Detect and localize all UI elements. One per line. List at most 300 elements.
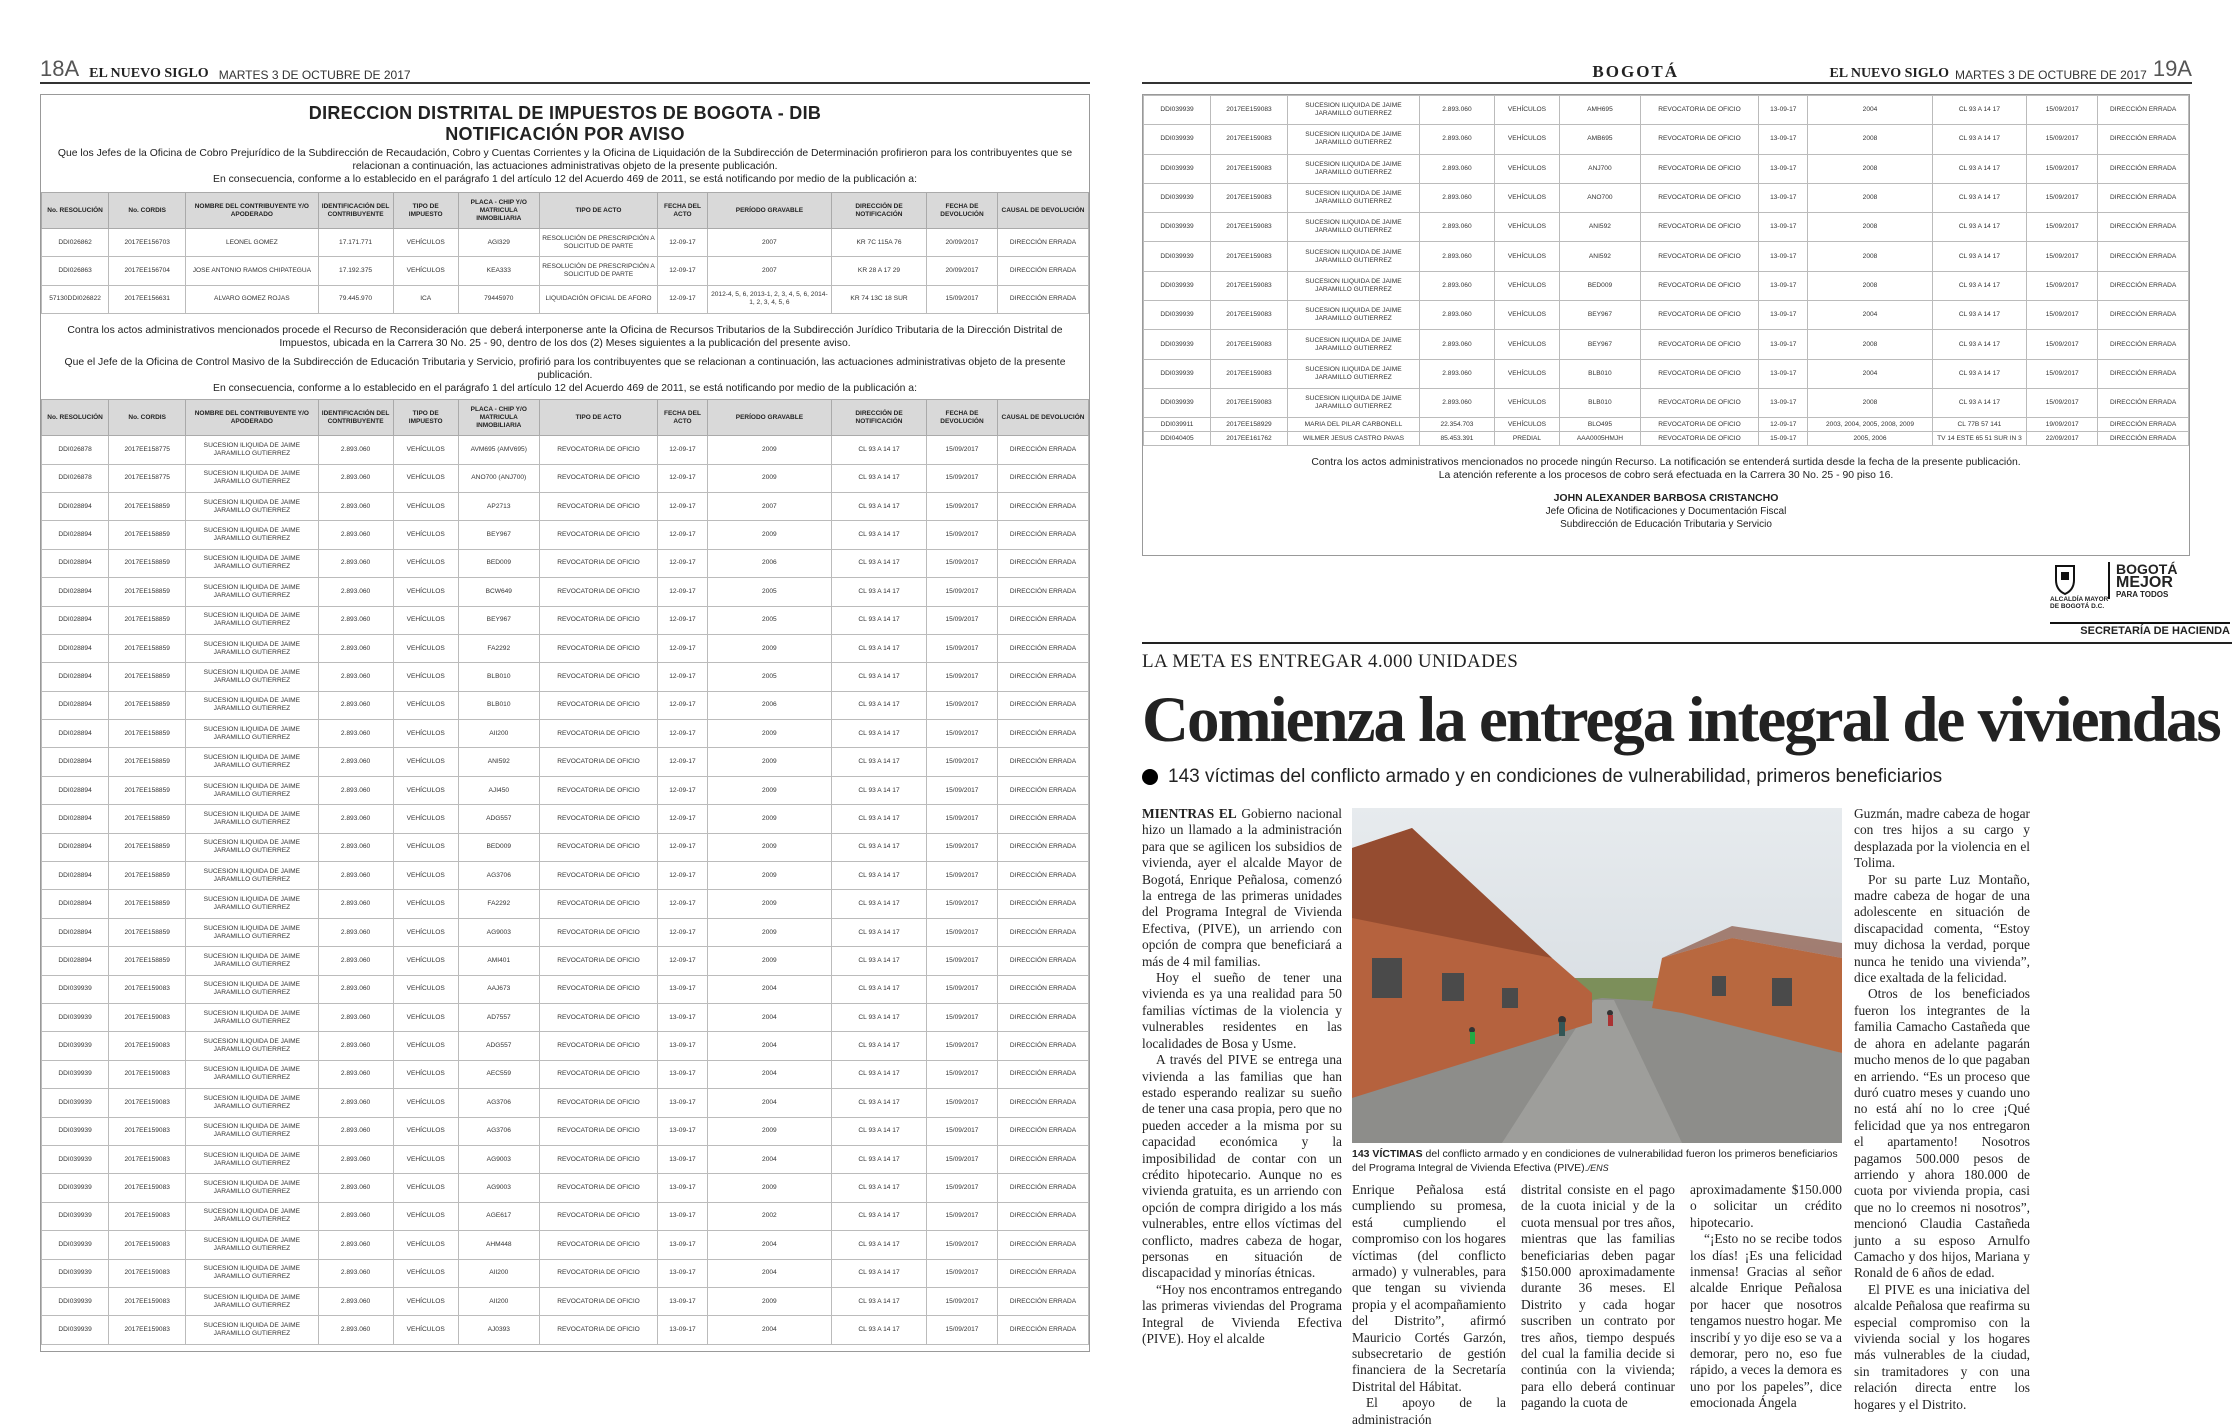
table-cell: DIRECCIÓN ERRADA [2098,301,2189,330]
table-cell: 2.893.060 [318,1003,393,1031]
table-cell: 2017EE158859 [109,720,186,748]
article-column-4 [1690,1182,1842,1411]
table-cell: VEHÍCULOS [393,257,458,285]
table-row [42,492,1089,520]
table-cell: SUCESION ILIQUIDA DE JAIME JARAMILLO GUTIERREZ [186,1117,318,1145]
table-cell: DDI039939 [1144,125,1211,154]
table-cell: DDI028894 [42,492,109,520]
table-cell: 2017EE159083 [109,1287,186,1315]
table-cell: 13-09-17 [658,1231,707,1259]
table-cell: DDI028894 [42,748,109,776]
table-cell: SUCESION ILIQUIDA DE JAIME JARAMILLO GUTIERREZ [186,1259,318,1287]
table-cell: 2017EE158859 [109,862,186,890]
table-cell: BED009 [1560,271,1641,300]
table-cell: 15/09/2017 [2027,96,2098,125]
table-cell: 20/09/2017 [926,257,997,285]
table-cell: VEHÍCULOS [1494,330,1559,359]
table-cell: 2017EE156703 [109,229,186,257]
table-cell: 2.893.060 [318,1032,393,1060]
table-cell: SUCESION ILIQUIDA DE JAIME JARAMILLO GUTIERREZ [186,975,318,1003]
table-cell: 15/09/2017 [2027,242,2098,271]
table-cell: VEHÍCULOS [393,1287,458,1315]
table-cell: 2017EE159083 [1211,330,1288,359]
notice-title: DIRECCION DISTRITAL DE IMPUESTOS DE BOGOTA - DIB [308,103,822,123]
table-cell: KR 7C 115A 76 [832,229,927,257]
table-cell: CL 93 A 14 17 [832,975,927,1003]
table-cell: LEONEL GOMEZ [186,229,318,257]
table-cell: 15/09/2017 [926,1287,997,1315]
table-cell: VEHÍCULOS [393,1174,458,1202]
table-row [1144,301,2189,330]
table-cell: 85.453.391 [1420,432,1495,446]
table-cell: 15/09/2017 [926,918,997,946]
table-cell: SUCESION ILIQUIDA DE JAIME JARAMILLO GUTIERREZ [1287,183,1419,212]
table-cell: 2017EE158859 [109,578,186,606]
table-cell: AG9003 [458,918,539,946]
notice-subtitle: NOTIFICACIÓN POR AVISO [445,124,685,144]
table-cell: SUCESION ILIQUIDA DE JAIME JARAMILLO GUTIERREZ [1287,271,1419,300]
table-cell: 15/09/2017 [926,720,997,748]
table-cell: REVOCATORIA DE OFICIO [539,862,658,890]
table-cell: RESOLUCIÓN DE PRESCRIPCIÓN A SOLICITUD DE PARTE [539,229,658,257]
table-cell: 19/09/2017 [2027,418,2098,432]
signer-name: JOHN ALEXANDER BARBOSA CRISTANCHO [1553,492,1779,505]
table-cell: LIQUIDACIÓN OFICIAL DE AFORO [539,285,658,313]
table-cell: AG3706 [458,1117,539,1145]
notice-intro-2: Que el Jefe de la Oficina de Control Masivo de la Subdirección de Educación Tributaria y Servicio, profirió para los contribuyentes que se relacionan a continuación, las actuaciones administrativas objeto de la presente publicación. [64,357,1066,382]
table-cell: AAA0005HMJH [1560,432,1641,446]
article-paragraph: aproximadamente $150.000 o solicitar un crédito hipotecario. [1690,1182,1842,1230]
table-cell: 15/09/2017 [926,1117,997,1145]
table-cell: BED009 [458,549,539,577]
table-cell: REVOCATORIA DE OFICIO [1640,359,1758,388]
table-cell: DDI039939 [1144,213,1211,242]
table-cell: 2009 [707,748,831,776]
table-cell: VEHÍCULOS [393,464,458,492]
table-cell: VEHÍCULOS [1494,96,1559,125]
table-cell: DIRECCIÓN ERRADA [998,1032,1089,1060]
table-cell: 2.893.060 [318,521,393,549]
table-cell: DDI028894 [42,634,109,662]
table-cell: CL 93 A 14 17 [1932,125,2027,154]
table-cell: REVOCATORIA DE OFICIO [539,1060,658,1088]
table-cell: 2.893.060 [1420,359,1495,388]
table-cell: 2.893.060 [318,776,393,804]
table-cell: 15/09/2017 [926,1003,997,1031]
article-paragraph: Por su parte Luz Montaño, madre cabeza de hogar de una adolescente en situación de discapacidad comenta, “Estoy muy dichosa la verdad, porque nunca he tenido una vivienda”, dice exaltada de la felicidad. [1854,871,2030,986]
table-cell: SUCESION ILIQUIDA DE JAIME JARAMILLO GUTIERREZ [186,492,318,520]
table-cell: CL 93 A 14 17 [832,776,927,804]
table-cell: 15/09/2017 [926,748,997,776]
table-cell: VEHÍCULOS [1494,242,1559,271]
table-cell: 2017EE159083 [1211,301,1288,330]
table-cell: 2017EE159083 [1211,242,1288,271]
table-cell: 13-09-17 [1759,301,1808,330]
table-cell: DIRECCIÓN ERRADA [998,720,1089,748]
table-cell: REVOCATORIA DE OFICIO [1640,96,1758,125]
table-cell: AG3706 [458,862,539,890]
caption-lead: 143 VÍCTIMAS [1352,1148,1423,1160]
table-cell: 12-09-17 [658,918,707,946]
table-cell: DIRECCIÓN ERRADA [998,1287,1089,1315]
table-cell: 2009 [707,947,831,975]
table-cell: 2004 [707,1003,831,1031]
table-cell: DIRECCIÓN ERRADA [998,606,1089,634]
table-cell: 15/09/2017 [2027,271,2098,300]
table-cell: SUCESION ILIQUIDA DE JAIME JARAMILLO GUTIERREZ [1287,388,1419,417]
column-header: No. RESOLUCIÓN [42,193,109,229]
table-cell: 2017EE158859 [109,918,186,946]
table-cell: SUCESION ILIQUIDA DE JAIME JARAMILLO GUTIERREZ [186,691,318,719]
table-cell: 15/09/2017 [926,521,997,549]
table-cell: REVOCATORIA DE OFICIO [539,464,658,492]
table-cell: DIRECCIÓN ERRADA [2098,330,2189,359]
article-paragraph: Hoy el sueño de tener una vivienda es ya una realidad para 50 familias víctimas de la violencia y vulnerables residentes en las localidades de Bosa y Usme. [1142,970,1342,1051]
table-row [42,1316,1089,1344]
table-cell: PREDIAL [1494,432,1559,446]
table-cell: CL 93 A 14 17 [832,1231,927,1259]
table-cell: 2008 [1808,183,1932,212]
table-cell: 2004 [707,1231,831,1259]
column-header: PERÍODO GRAVABLE [707,193,831,229]
table-cell: DIRECCIÓN ERRADA [2098,359,2189,388]
table-cell: CL 93 A 14 17 [832,464,927,492]
table-cell: 2017EE161762 [1211,432,1288,446]
article-photo [1352,808,1842,1143]
table-cell: 2.893.060 [1420,388,1495,417]
table-cell: 2.893.060 [318,1287,393,1315]
table-cell: 2009 [707,862,831,890]
table-cell: VEHÍCULOS [393,918,458,946]
article-rule [1142,642,2232,644]
table-cell: DIRECCIÓN ERRADA [998,1145,1089,1173]
table-cell: 13-09-17 [1759,388,1808,417]
table-cell: VEHÍCULOS [1494,301,1559,330]
article-paragraph: Enrique Peñalosa está cumpliendo su promesa, está cumpliendo el compromiso con los hogares víctimas (del conflicto armado) y vulnerables, para que tengan su vivienda propia y el acompañamiento del Distrito”, afirmó Mauricio Cortés Garzón, subsecretario de gestión financiera de la Secretaría Distrital del Hábitat. [1352,1182,1506,1394]
table-cell: 12-09-17 [658,436,707,464]
table-cell: SUCESION ILIQUIDA DE JAIME JARAMILLO GUTIERREZ [186,720,318,748]
table-cell: DDI028894 [42,549,109,577]
table-cell: 2017EE158859 [109,549,186,577]
table-cell: DIRECCIÓN ERRADA [998,285,1089,313]
table-cell: 2.893.060 [1420,330,1495,359]
table-cell: SUCESION ILIQUIDA DE JAIME JARAMILLO GUTIERREZ [186,748,318,776]
table-cell: AGE617 [458,1202,539,1230]
table-cell: DIRECCIÓN ERRADA [998,691,1089,719]
table-cell: 2.893.060 [318,606,393,634]
table-cell: 12-09-17 [658,720,707,748]
table-cell: DDI039939 [42,1145,109,1173]
table-cell: AVM695 (AMV695) [458,436,539,464]
table-cell: 13-09-17 [658,1117,707,1145]
table-cell: REVOCATORIA DE OFICIO [539,947,658,975]
table-cell: 2.893.060 [318,464,393,492]
table-cell: 12-09-17 [658,890,707,918]
table-cell: VEHÍCULOS [1494,213,1559,242]
table-cell: BLB010 [1560,359,1641,388]
table-cell: CL 93 A 14 17 [832,1145,927,1173]
table-cell: SUCESION ILIQUIDA DE JAIME JARAMILLO GUTIERREZ [186,464,318,492]
table-cell: SUCESION ILIQUIDA DE JAIME JARAMILLO GUTIERREZ [186,890,318,918]
article-paragraph: Gobierno nacional hizo un llamado a la administración para que se agilicen los subsidios de vivienda, ayer el alcalde Mayor de Bogotá, Enrique Peñalosa, comenzó la entrega de las primeras unidades del Programa Integral de Vivienda Efectiva, (PIVE), un arriendo con opción de compra que beneficiará a más de 4 mil familias. [1142,806,1342,969]
table-cell: 12-09-17 [658,805,707,833]
table-cell: SUCESION ILIQUIDA DE JAIME JARAMILLO GUTIERREZ [186,1316,318,1344]
table-cell: DIRECCIÓN ERRADA [998,492,1089,520]
notice-intro-legal: En consecuencia, conforme a lo establecido en el parágrafo 1 del artículo 12 del Acuerdo 469 de 2011, se está notificando por medio de la publicación a: [213,174,917,185]
table-cell: VEHÍCULOS [393,691,458,719]
table-cell: 2017EE158859 [109,776,186,804]
table-cell: 13-09-17 [658,1316,707,1344]
table-row [42,776,1089,804]
table-cell: 13-09-17 [1759,213,1808,242]
table-cell: 2017EE158775 [109,436,186,464]
table-cell: REVOCATORIA DE OFICIO [539,1202,658,1230]
table-cell: DDI039939 [42,1060,109,1088]
table-row [42,805,1089,833]
table-cell: CL 93 A 14 17 [832,549,927,577]
logo-brand-1: BOGOTÁ [2116,561,2178,577]
table-cell: SUCESION ILIQUIDA DE JAIME JARAMILLO GUTIERREZ [186,833,318,861]
article-paragraph: A través del PIVE se entrega una vivienda a las familias que han estado esperando realizar su sueño de tener una casa propia, pero que no pueden acceder a la misma por su capacidad económica y la imposibilidad de contar con un crédito hipotecario. Aunque no es vivienda gratuita, es un arriendo con opción de compra dirigido a los más vulnerables, entre ellos víctimas del conflicto, madres cabeza de hogar, personas en situación de discapacidad y minorías étnicas. [1142,1052,1342,1281]
table-cell: SUCESION ILIQUIDA DE JAIME JARAMILLO GUTIERREZ [186,862,318,890]
table-cell: DDI039939 [42,1231,109,1259]
table-cell: REVOCATORIA DE OFICIO [1640,432,1758,446]
article-paragraph: Otros de los beneficiados fueron los integrantes de la familia Camacho Castañeda que de ahora en adelante pagarán mucho menos de lo que pagaban en arriendo. “Es un proceso que duró cuatro meses y cuando uno no está ahí no lo cree ¡Qué felicidad que ya nos entregaron el apartamento! Nosotros pagamos 500.000 pesos de arriendo y ahora 180.000 de cuota por vivienda propia, casi que no lo creemos ni nosotros”, mencionó Claudia Castañeda junto a su esposo Arnulfo Camacho y dos hijos, Mariana y Ronald de 6 años de edad. [1854,986,2030,1281]
table-cell: DDI039939 [1144,271,1211,300]
article-subhead-text: 143 víctimas del conflicto armado y en condiciones de vulnerabilidad, primeros beneficiarios [1168,766,1943,787]
caption-text: del conflicto armado y en condiciones de vulnerabilidad fueron los primeros beneficiarios del Programa Integral de Vivienda Efectiva (PIVE). [1352,1148,1838,1174]
table-cell: 12-09-17 [658,748,707,776]
table-cell: 2017EE159083 [109,1117,186,1145]
table-cell: CL 93 A 14 17 [832,606,927,634]
table-row [42,634,1089,662]
table-cell: 2.893.060 [318,720,393,748]
photo-caption [1352,1147,1842,1175]
signer-department: Subdirección de Educación Tributaria y Servicio [1560,519,1772,531]
table-cell: 2017EE158859 [109,606,186,634]
table-cell: BLB010 [458,663,539,691]
table-cell: VEHÍCULOS [393,1117,458,1145]
table-cell: SUCESION ILIQUIDA DE JAIME JARAMILLO GUTIERREZ [186,1202,318,1230]
table-cell: DDI039939 [42,1003,109,1031]
table-cell: DDI039939 [42,1117,109,1145]
table-cell: ANO700 (ANJ700) [458,464,539,492]
table-cell: SUCESION ILIQUIDA DE JAIME JARAMILLO GUTIERREZ [186,1174,318,1202]
table-cell: DDI026878 [42,436,109,464]
table-cell: CL 93 A 14 17 [832,748,927,776]
signature-block [1143,492,2189,531]
table-cell: CL 93 A 14 17 [832,1259,927,1287]
table-cell: DIRECCIÓN ERRADA [998,1089,1089,1117]
column-header: FECHA DEL ACTO [658,400,707,436]
table-cell: AII200 [458,1259,539,1287]
table-cell: 2.893.060 [318,1231,393,1259]
table-cell: CL 93 A 14 17 [832,1316,927,1344]
table-cell: CL 93 A 14 17 [1932,359,2027,388]
table-cell: 2.893.060 [1420,183,1495,212]
table-cell: DIRECCIÓN ERRADA [2098,432,2189,446]
table-cell: 13-09-17 [1759,330,1808,359]
table-cell: CL 93 A 14 17 [832,691,927,719]
table-cell: 15-09-17 [1759,432,1808,446]
table-cell: 2004 [1808,359,1932,388]
table-cell: REVOCATORIA DE OFICIO [539,975,658,1003]
table-cell: 2009 [707,776,831,804]
table-cell: DIRECCIÓN ERRADA [2098,418,2189,432]
table-cell: CL 93 A 14 17 [832,890,927,918]
table-cell: SUCESION ILIQUIDA DE JAIME JARAMILLO GUTIERREZ [186,1145,318,1173]
table-cell: REVOCATORIA DE OFICIO [539,1003,658,1031]
table-row [1144,96,2189,125]
table-cell: 15/09/2017 [926,1089,997,1117]
table-cell: 13-09-17 [658,1287,707,1315]
table-cell: 13-09-17 [1759,183,1808,212]
table-cell: 2009 [707,464,831,492]
table-cell: 2.893.060 [318,833,393,861]
table-cell: 13-09-17 [658,1089,707,1117]
table-cell: 2017EE158859 [109,492,186,520]
table-row [42,1145,1089,1173]
table-cell: 15/09/2017 [926,285,997,313]
table-cell: RESOLUCIÓN DE PRESCRIPCIÓN A SOLICITUD DE PARTE [539,257,658,285]
table-row [1144,388,2189,417]
table-cell: 2017EE158859 [109,691,186,719]
table-cell: 2017EE156631 [109,285,186,313]
table-cell: DDI028894 [42,918,109,946]
table-cell: VEHÍCULOS [393,521,458,549]
table-cell: ANI592 [1560,242,1641,271]
table-row [42,890,1089,918]
table-cell: 2.893.060 [318,1145,393,1173]
table-cell: 2017EE159083 [109,1089,186,1117]
table-cell: 2.893.060 [318,1259,393,1287]
table-cell: VEHÍCULOS [1494,125,1559,154]
table-cell: 13-09-17 [1759,125,1808,154]
table-cell: 15/09/2017 [926,833,997,861]
table-row [1144,213,2189,242]
table-cell: SUCESION ILIQUIDA DE JAIME JARAMILLO GUTIERREZ [1287,242,1419,271]
table-cell: 2017EE159083 [1211,96,1288,125]
table-cell: VEHÍCULOS [393,663,458,691]
table-cell: 2.893.060 [318,862,393,890]
table-cell: 15/09/2017 [926,1259,997,1287]
table-cell: 15/09/2017 [926,663,997,691]
table-cell: DIRECCIÓN ERRADA [998,521,1089,549]
table-cell: ANJ700 [1560,154,1641,183]
table-cell: REVOCATORIA DE OFICIO [539,890,658,918]
table-row [42,720,1089,748]
table-cell: 2004 [707,1060,831,1088]
table-cell: DDI039939 [42,1287,109,1315]
right-page-header [1142,44,2192,84]
table-cell: VEHÍCULOS [393,805,458,833]
table-cell: VEHÍCULOS [393,833,458,861]
column-header: TIPO DE ACTO [539,400,658,436]
table-cell: DIRECCIÓN ERRADA [2098,213,2189,242]
table-cell: DDI039939 [1144,301,1211,330]
table-cell: 2004 [707,1316,831,1344]
table-cell: CL 93 A 14 17 [832,492,927,520]
table-cell: 15/09/2017 [2027,213,2098,242]
table-cell: 2017EE159083 [1211,359,1288,388]
table-cell: 2.893.060 [1420,125,1495,154]
column-header: NOMBRE DEL CONTRIBUYENTE Y/O APODERADO [186,400,318,436]
table-cell: SUCESION ILIQUIDA DE JAIME JARAMILLO GUTIERREZ [186,1089,318,1117]
table-cell: BED009 [458,833,539,861]
table-cell: 79445970 [458,285,539,313]
table-cell: DDI026862 [42,229,109,257]
article-kicker: LA META ES ENTREGAR 4.000 UNIDADES [1142,651,1519,672]
table-cell: REVOCATORIA DE OFICIO [539,492,658,520]
article-paragraph: El PIVE es una iniciativa del alcalde Peñalosa que reafirma su especial compromiso con la vivienda social y los hogares más vulnerables de la ciudad, sin tramitadores y con una relación directa entre los hogares y el Distrito. [1854,1281,2030,1412]
table-cell: 2017EE158775 [109,464,186,492]
table-cell: DIRECCIÓN ERRADA [998,257,1089,285]
logo-brand-3: PARA TODOS [2116,590,2169,599]
logo-line-2: DE BOGOTÁ D.C. [2050,603,2105,610]
table-cell: DDI028894 [42,578,109,606]
table-cell: 2009 [707,1287,831,1315]
column-header: TIPO DE IMPUESTO [393,193,458,229]
table-cell: VEHÍCULOS [393,229,458,257]
table-cell: 2017EE158859 [109,805,186,833]
table-cell: SUCESION ILIQUIDA DE JAIME JARAMILLO GUTIERREZ [186,918,318,946]
table-cell: 2.893.060 [318,975,393,1003]
table-cell: 15/09/2017 [926,805,997,833]
table-cell: DDI039939 [1144,388,1211,417]
table-cell: AG9003 [458,1145,539,1173]
table-cell: DIRECCIÓN ERRADA [2098,388,2189,417]
table-row [42,436,1089,464]
table-cell: BLB010 [1560,388,1641,417]
table-cell: DIRECCIÓN ERRADA [998,748,1089,776]
table-cell: 13-09-17 [658,1259,707,1287]
table-cell: REVOCATORIA DE OFICIO [539,1316,658,1344]
table-cell: AG9003 [458,1174,539,1202]
table-cell: 13-09-17 [1759,271,1808,300]
table-cell: 2.893.060 [1420,154,1495,183]
table-cell: 2.893.060 [318,578,393,606]
table-cell: ADG557 [458,1032,539,1060]
table-cell: 2006 [707,691,831,719]
table-cell: 13-09-17 [658,1032,707,1060]
table-cell: 2.893.060 [318,492,393,520]
table-cell: DIRECCIÓN ERRADA [998,890,1089,918]
table-cell: REVOCATORIA DE OFICIO [539,1089,658,1117]
table-cell: REVOCATORIA DE OFICIO [1640,388,1758,417]
table-cell: VEHÍCULOS [393,947,458,975]
table-cell: 15/09/2017 [2027,388,2098,417]
table-cell: 2.893.060 [1420,213,1495,242]
table-cell: DDI028894 [42,521,109,549]
table-cell: 2007 [707,492,831,520]
table-cell: VEHÍCULOS [393,549,458,577]
table-cell: 2007 [707,257,831,285]
article-column-3 [1521,1182,1675,1411]
table-cell: CL 93 A 14 17 [1932,213,2027,242]
table-cell: AJI450 [458,776,539,804]
table-cell: TV 14 ESTE 65 51 SUR IN 3 [1932,432,2027,446]
table-row [42,947,1089,975]
article-paragraph: “¡Esto no se recibe todos los días! ¡Es una felicidad inmensa! Gracias al señor alcalde Enrique Peñalosa por hacer que nosotros tengamos nuestro hogar. Me inscribí y yo dije eso se va a demorar, pero no, eso fue rápido, a veces la demora es uno por los papeles”, dice emocionada Ángela [1690,1231,1842,1411]
table-cell: DIRECCIÓN ERRADA [998,663,1089,691]
page-date: MARTES 3 DE OCTUBRE DE 2017 [1954,68,2147,82]
table-cell: 2.893.060 [318,634,393,662]
table-cell: VEHÍCULOS [1494,154,1559,183]
table-cell: 2017EE158859 [109,947,186,975]
table-cell: ICA [393,285,458,313]
table-row [42,663,1089,691]
table-cell: REVOCATORIA DE OFICIO [1640,330,1758,359]
